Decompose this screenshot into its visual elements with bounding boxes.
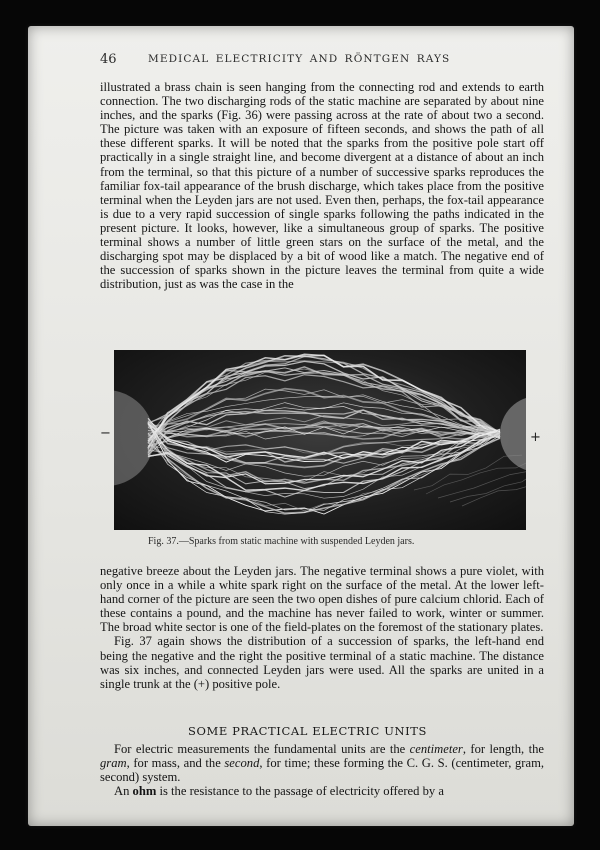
term-ohm: ohm — [132, 784, 157, 799]
units-text-3: , for mass, and the — [126, 756, 225, 771]
paragraph-ohm — [100, 784, 544, 798]
body-text-bottom — [100, 564, 544, 691]
term-second: second — [224, 756, 260, 771]
negative-terminal-sphere — [114, 390, 154, 486]
paragraph-units — [100, 742, 544, 784]
ohm-text-1: An — [114, 784, 133, 799]
figure-caption: Fig. 37.—Sparks from static machine with suspended Leyden jars. — [148, 536, 415, 547]
units-text-1: For electric measurements the fundamental units are the — [114, 742, 410, 756]
paragraph-1: illustrated a brass chain is seen hanging from the connecting rod and extends to earth connection. The two discharging rods of the static machine are separated by about nine inches, and the sparks (Fig. 36) were passing across at the rate of about two a second. The picture was taken with an exposure of fifteen seconds, and shows the path of all these different sparks. It will be noted that the sparks from the positive pole start off practically in a single straight line, and become divergent at a distance of about an inch from the terminal, so that this picture of a number of successive sparks reproduces the familiar fox-tail appearance of the brush discharge, which takes place from the positive terminal when the Leyden jars are not used. Even then, perhaps, the fox-tail appearance is due to a very rapid succession of single sparks following the paths indicated in the present picture. It looks, however, like a simultaneous group of sparks. The positive terminal shows a number of little green stars on the surface of the metal, and the discharging spot may be displaced by a bit of wood like a match. The negative end of the succession of sparks shown in the picture leaves the terminal from quite a wide distribution, just as was the case in the — [100, 80, 544, 292]
negative-terminal-label: − — [100, 426, 111, 441]
paragraph-2: negative breeze about the Leyden jars. The negative terminal shows a pure violet, with only once in a while a white spark right on the surface of the metal. At the lower left-hand corner of the picture are seen the two open dishes of pure calcium chlorid. Each of these contains a pound, and the machine has never failed to work, winter or summer. The broad white sector is one of the field-plates on the foremost of the stationary plates. — [100, 564, 544, 635]
book-page — [28, 26, 574, 826]
stray-spark — [462, 468, 526, 506]
paragraph-3: Fig. 37 again shows the distribution of a succession of sparks, the left-hand end being the negative and the right the positive terminal of a static machine. The distance was six inches, and connected Leyden jars were used. All the sparks are united in a single trunk at the (+) positive pole. — [100, 634, 544, 691]
term-centimeter: centimeter — [409, 742, 463, 756]
spark-path — [148, 430, 500, 441]
body-text-top — [100, 80, 544, 291]
spark-path — [148, 367, 500, 443]
stray-spark — [450, 467, 526, 502]
page-number: 46 — [100, 52, 117, 67]
positive-terminal-sphere — [500, 396, 526, 472]
units-text-4: , for time; these forming the C. G. S. (centimeter, gram, second) system. — [100, 756, 545, 785]
units-text-2: , for length, the — [462, 742, 544, 756]
page-header — [96, 52, 496, 68]
section-text — [100, 742, 544, 798]
spark-illustration — [114, 350, 526, 530]
spark-photograph — [114, 350, 526, 530]
term-gram: gram — [100, 756, 127, 771]
running-head: MEDICAL ELECTRICITY AND RÖNTGEN RAYS — [148, 53, 451, 65]
section-heading: SOME PRACTICAL ELECTRIC UNITS — [188, 724, 428, 738]
ohm-text-2: is the resistance to the passage of electricity offered by a — [156, 784, 444, 799]
positive-terminal-label: + — [530, 430, 541, 445]
